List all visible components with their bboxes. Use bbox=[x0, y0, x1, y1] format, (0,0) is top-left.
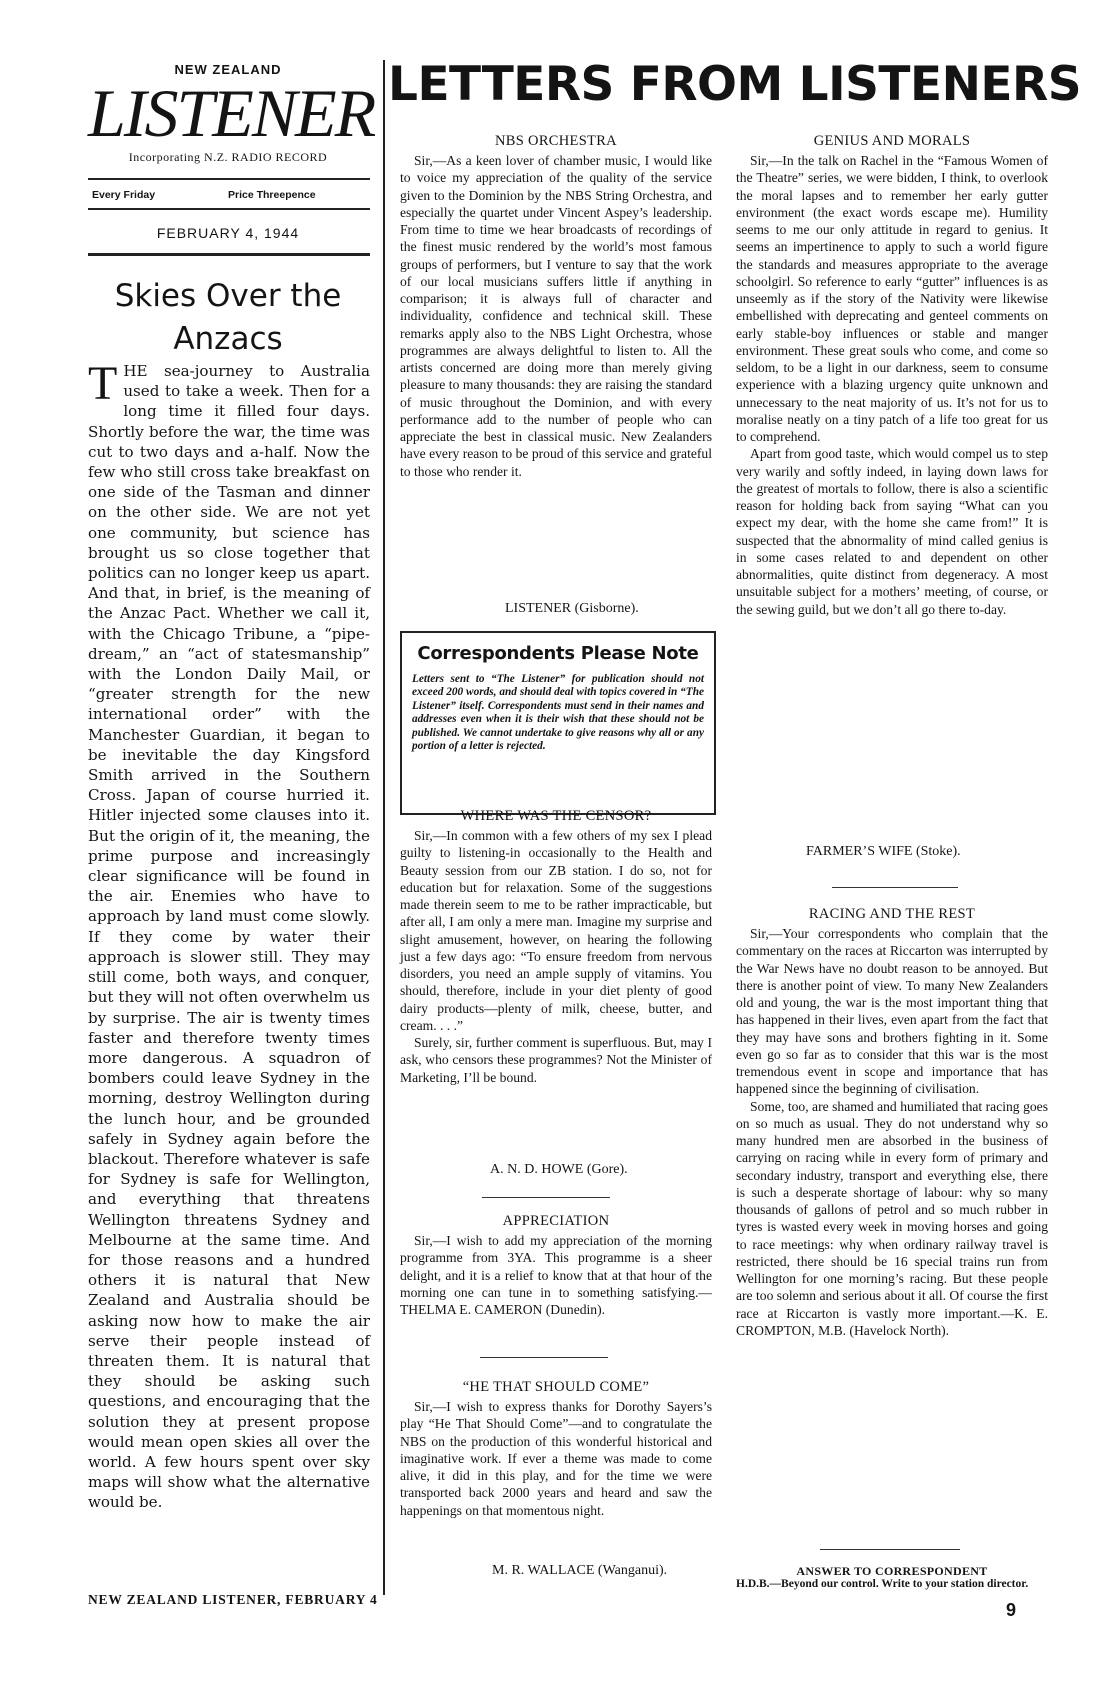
masthead-price: Price Threepence bbox=[228, 189, 316, 201]
letter-body-censor bbox=[400, 827, 712, 1086]
letter-heading-nbs: NBS ORCHESTRA bbox=[495, 133, 617, 149]
page-number: 9 bbox=[1006, 1600, 1017, 1620]
correspondents-note-text: Letters sent to “The Listener” for publication should not exceed 200 words, and should deal with topics covered in “The Listener” itself. Correspondents must send in their names and addresses even when it is their wish that these should not be published. We cannot undertake to give reasons why all or any portion of a letter is rejected. bbox=[412, 673, 704, 753]
letter-paragraph: Sir,—I wish to add my appreciation of the morning programme from 3YA. This programme is a sheer delight, and it is a relief to know that at that hour of the morning one can tune in to something satisfying.—THELMA E. CAMERON (Dunedin). bbox=[400, 1233, 712, 1317]
letter-paragraph: Sir,—In common with a few others of my sex I plead guilty to listening-in occasionally to the Health and Beauty session from our ZB station. I do so, not for education but for relaxation. Some of the suggestions made therein seem to me to be rather impracticable, but after all, I am only a mere man. Imagine my surprise and slight amusement, however, on hearing the following just a few days ago: “To ensure freedom from nervous disorders, you need an ample supply of vitamins. You should, therefore, include in your diet plenty of good dairy products—plenty of milk, cheese, butter, and cream. . . .” bbox=[400, 828, 712, 1033]
separator bbox=[482, 1197, 610, 1198]
masthead-title: LISTENER bbox=[88, 75, 375, 151]
letter-heading-racing: RACING AND THE REST bbox=[808, 906, 976, 922]
footer-credit: NEW ZEALAND LISTENER, FEBRUARY 4 bbox=[88, 1592, 378, 1607]
letter-paragraph: Apart from good taste, which would compel us to step very warily and softly indeed, in laying down laws for the greatest of mortals to follow, there is also a scientific reason for holding back from saying “What can you expect my dear, with the home she came from!” It is suspected that the abnormality of mind called genius is in some cases related to and dependent on other abnormalities, quite distinct from degeneracy. A most unsuitable subject for a mothers’ meeting, of course, or the sewing guild, but we don’t all go there to-day. bbox=[736, 446, 1048, 617]
editorial-body bbox=[88, 357, 370, 1513]
separator bbox=[480, 1357, 608, 1358]
letter-paragraph: Sir,—In the talk on Rachel in the “Famous Women of the Theatre” series, we were bidden, I think, to overlook the moral lapses and to remember her early gutter environment (the exact words escape me). Humility seems to me our only attitude in regard to genius. It seems an impertinence to apply to such a world figure the standards and measures appropriate to the average schoolgirl. So reference to early “gutter” influences is as unseemly as if the story of the Nativity were likewise embellished with deprecating and genteel comments on early stable-boy influences or stable and manger environment. These great souls who come, and come so seldom, to be a light in our darkness, seem to consume experience with a blazing urgency quite unknown and unnecessary to the neat majority of us. It’s not for us to moralise neatly on a tiny patch of a life too great for us to comprehend. bbox=[736, 153, 1048, 444]
letter-paragraph: Sir,—Your correspondents who complain that the commentary on the races at Riccarton was interrupted by the War News have no doubt reason to be annoyed. But there is another point of view. To many New Zealanders old and young, the war is the most important thing that has happened in their lives, even apart from the fact that they may have sons and brothers fighting in it. Some even go so far as to consider that this war is the most tremendous event in scope and importance that has happened since the beginning of civilisation. bbox=[736, 926, 1048, 1097]
letter-paragraph: Sir,—I wish to express thanks for Dorothy Sayers’s play “He That Should Come”—and to congratulate the NBS on the production of this wonderful historical and imaginative work. If ever a theme was made to come alive, it did in this play, and for the time we were transported back 2000 years and heard and saw the happenings on that momentous night. bbox=[400, 1399, 712, 1518]
letter-paragraph: Some, too, are shamed and humiliated that racing goes on so much as usual. They do not understand why so many hundred men are absorbed in the business of carrying on racing while in every form of primary and secondary industry, transport and everything else, there is such a desperate shortage of labour: why so many thousands of gallons of petrol and so much rubber in tyres is wasted every week in moving horses and going to race meetings: why when ordinary railway travel is restricted, there should be 16 special trains run from Wellington for one morning’s racing. But these people are too solemn and serious about it all. Of course the first race at Riccarton is vastly more important.—K. E. CROMPTON, M.B. (Havelock North). bbox=[736, 1098, 1048, 1338]
letter-paragraph: Surely, sir, further comment is superfluous. But, may I ask, who censors these programmes? Not the Minister of Marketing, I’ll be bound. bbox=[400, 1035, 712, 1085]
letter-body-genius bbox=[736, 152, 1048, 618]
masthead-incorporating: Incorporating N.Z. RADIO RECORD bbox=[128, 150, 328, 164]
letter-heading-genius: GENIUS AND MORALS bbox=[813, 133, 971, 149]
masthead-rule-mid bbox=[88, 208, 370, 210]
separator bbox=[832, 887, 958, 888]
masthead-date: FEBRUARY 4, 1944 bbox=[156, 225, 300, 241]
letter-body-come bbox=[400, 1398, 712, 1519]
separator bbox=[820, 1549, 960, 1550]
letter-body-nbs bbox=[400, 152, 712, 480]
masthead-rule-bottom bbox=[88, 253, 370, 256]
editorial-title: Skies Over the Anzacs bbox=[114, 278, 342, 357]
correspondents-note-heading: Correspondents Please Note bbox=[417, 643, 699, 664]
letter-signature-come: M. R. WALLACE (Wanganui). bbox=[492, 1563, 668, 1578]
masthead-rule-top bbox=[88, 178, 370, 180]
letter-body-appreciation bbox=[400, 1232, 712, 1318]
letter-signature-genius: FARMER’S WIFE (Stoke). bbox=[806, 844, 961, 859]
masthead-country: NEW ZEALAND bbox=[174, 62, 282, 77]
correspondents-note-box bbox=[400, 631, 716, 815]
column-divider bbox=[383, 60, 385, 1595]
editorial-text: HE sea-journey to Australia used to take a week. Then for a long time it filled four days. Shortly before the war, the time was cut to two days and a-half. Now the few who still cross take breakfast on one side of the Tasman and dinner on the other side. We are not yet one community, but science has brought us so close together that politics can no longer keep us apart. And that, in brief, is the meaning of the Anzac Pact. Whether we call it, with the Chicago Tribune, a “pipe-dream,” an “act of statesmanship” with the London Daily Mail, or “greater strength for the new international order” with the Manchester Guardian, it began to be inevitable the day Kingsford Smith arrived in the Southern Cross. Japan of course hurried it. Hitler injected some clauses into it. But the origin of it, the meaning, the prime purpose and increasingly clear significance will be found in the air. Enemies who have to approach by land must come slowly. If they come by water their approach is slower still. They may still come, both ways, and conquer, but they will not often overwhelm us by surprise. The air is twenty times faster and therefore twenty times more dangerous. A squadron of bombers could leave Sydney in the morning, destroy Wellington during the lunch hour, and be grounded safely in Sydney again before the blackout. Therefore whatever is safe for Sydney is safe for Wellington, and everything that threatens Wellington threatens Sydney and Melbourne at the same time. And for those reasons and a hundred others it is natural that New Zealand and Australia should be asking now how to make the air serve their people instead of threaten them. It is natural that they should be asking such questions, and encouraging that the solution they at present propose would mean open skies all over the world. A few hours spent over sky maps will show what the alternative would be. bbox=[88, 362, 370, 1512]
letter-signature-censor: A. N. D. HOWE (Gore). bbox=[490, 1162, 628, 1177]
editorial-dropcap: T bbox=[88, 357, 118, 410]
letters-banner: LETTERS FROM LISTENERS bbox=[388, 57, 1082, 112]
answer-heading: ANSWER TO CORRESPONDENT bbox=[796, 1564, 988, 1578]
letter-heading-appreciation: APPRECIATION bbox=[502, 1213, 610, 1229]
letter-heading-come: “HE THAT SHOULD COME” bbox=[462, 1379, 650, 1395]
letter-heading-censor: WHERE WAS THE CENSOR? bbox=[460, 808, 652, 824]
letter-paragraph: Sir,—As a keen lover of chamber music, I would like to voice my appreciation of the quality of the service given to the Dominion by the NBS String Orchestra, and especially the quartet under Vincent Aspey’s leadership. From time to time we hear broadcasts of recordings of the finest music rendered by the world’s most famous groups of performers, but I venture to say that the work of our local musicians suffers little if anything in comparison; it is always full of character and individuality, confidence and technical skill. These remarks apply also to the NBS Light Orchestra, whose programmes are always delightful to listen to. All the artists concerned are doing more than merely giving pleasure to many thousands: they are raising the standard of music throughout the Dominion, and with every performance add to the number of people who can appreciate the best in classical music. New Zealanders have every reason to be proud of this service and grateful to those who render it. bbox=[400, 153, 712, 479]
masthead-frequency: Every Friday bbox=[92, 189, 156, 201]
answer-text: H.D.B.—Beyond our control. Write to your station director. bbox=[736, 1578, 1029, 1590]
letter-body-racing bbox=[736, 925, 1048, 1339]
letter-signature-nbs: LISTENER (Gisborne). bbox=[505, 601, 639, 616]
